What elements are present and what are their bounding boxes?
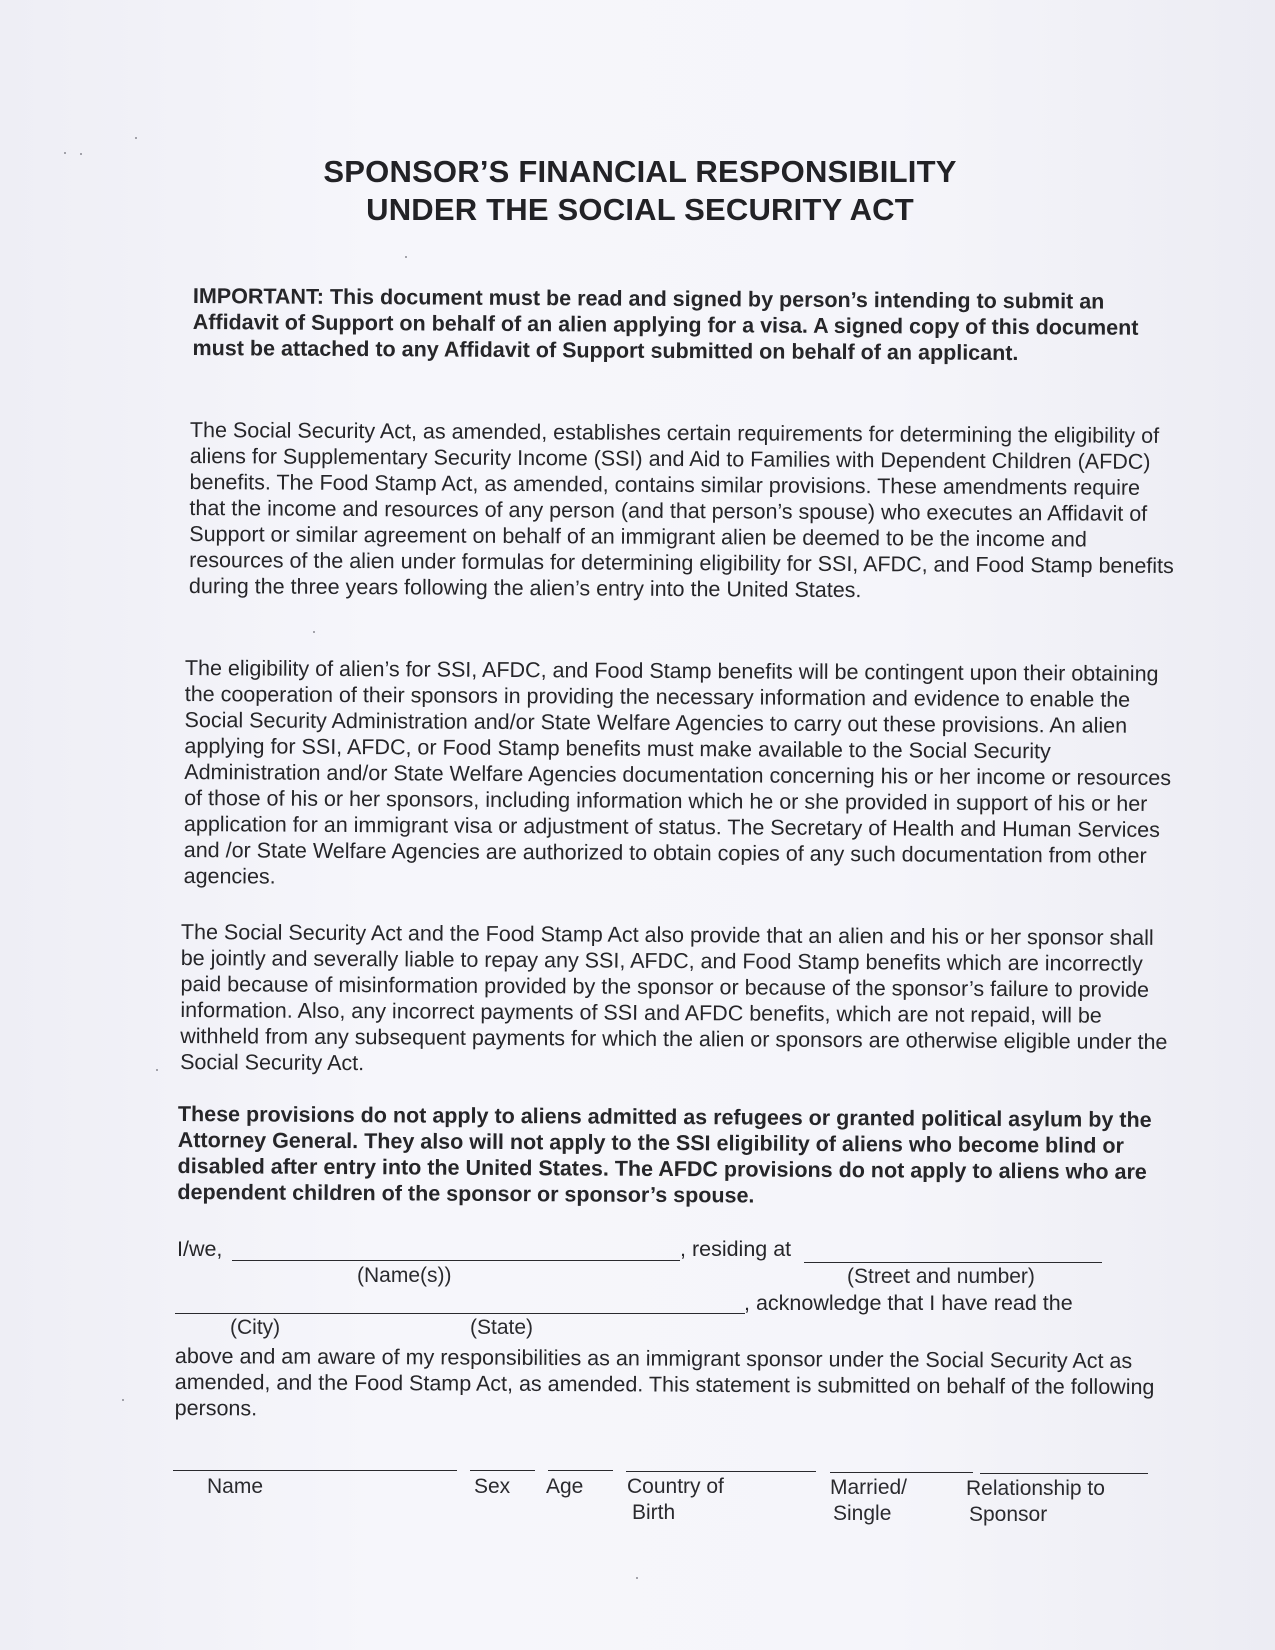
column-relationship-label-line-2: Sponsor [969, 1503, 1048, 1526]
residing-label: , residing at [680, 1237, 792, 1261]
document-title-line-1: SPONSOR’S FINANCIAL RESPONSIBILITY [323, 154, 957, 189]
name-field[interactable] [232, 1260, 680, 1261]
scan-speck [313, 631, 315, 633]
city-state-field[interactable] [175, 1313, 745, 1314]
street-field[interactable] [804, 1262, 1102, 1263]
column-relationship-label [966, 1476, 1105, 1528]
person-name-field[interactable] [173, 1470, 457, 1471]
scan-speck [64, 152, 66, 154]
document-title-line-2: UNDER THE SOCIAL SECURITY ACT [366, 192, 914, 227]
column-country-label-line-2: Birth [632, 1501, 676, 1524]
scan-speck [156, 1069, 158, 1071]
column-marital-label [830, 1475, 907, 1527]
sponsor-statement: above and am aware of my responsibilities as an immigrant sponsor under the Social Security Act as amended, and the Food Stamp Act, as amended. This statement is submitted on behalf of the following persons. [174, 1344, 1155, 1421]
column-name-label: Name [207, 1475, 264, 1498]
column-age-label: Age [546, 1475, 584, 1498]
scan-speck [135, 137, 137, 139]
state-caption: (State) [470, 1316, 534, 1339]
person-marital-field[interactable] [830, 1472, 973, 1473]
column-marital-label-line-1: Married/ [830, 1476, 908, 1499]
scan-speck [405, 256, 407, 258]
column-sex-label: Sex [474, 1475, 511, 1498]
scan-speck [122, 1399, 124, 1401]
provisions-exception-note: These provisions do not apply to aliens admitted as refugees or granted political asylum by the Attorney General. They also will not apply to the SSI eligibility of aliens who become blind or disabled after entry into the United States. The AFDC provisions do not apply to aliens who are dependent children of the sponsor or sponsor’s spouse. [177, 1102, 1152, 1208]
iwe-label: I/we, [177, 1237, 223, 1261]
paragraph-joint-liability: The Social Security Act and the Food Stamp Act also provide that an alien and his or her sponsor shall be jointly and severally liable to repay any SSI, AFDC, and Food Stamp benefits which are incorrectly paid because of misinformation provided by the sponsor or because of the sponsor’s failure to provide information. Also, any incorrect payments of SSI and AFDC benefits, which are not repaid, will be withheld from any subsequent payments for which the alien or sponsors are otherwise eligible under the Social Security Act. [180, 920, 1168, 1076]
person-sex-field[interactable] [470, 1470, 535, 1471]
column-country-label [627, 1474, 724, 1526]
acknowledge-label: , acknowledge that I have read the [744, 1291, 1073, 1315]
name-caption: (Name(s)) [357, 1264, 452, 1287]
scan-speck [80, 153, 82, 155]
column-relationship-label-line-1: Relationship to [966, 1477, 1105, 1500]
person-country-field[interactable] [626, 1471, 816, 1472]
person-relationship-field[interactable] [980, 1473, 1148, 1474]
column-country-label-line-1: Country of [627, 1475, 724, 1498]
column-marital-label-line-2: Single [833, 1502, 892, 1525]
paragraph-eligibility-requirements: The Social Security Act, as amended, establishes certain requirements for determining the eligibility of aliens for Supplementary Security Income (SSI) and Aid to Families with Dependent Children (AFDC) benefits. The Food Stamp Act, as amended, contains similar provisions. These amendments require that the income and resources of any person (and that person’s spouse) who executes an Affidavit of Support or similar agreement on behalf of an immigrant alien be deemed to be the income and resources of the alien under formulas for determining eligibility for SSI, AFDC, and Food Stamp benefits during the three years following the alien’s entry into the United States. [188, 417, 1174, 603]
scan-speck [636, 1577, 638, 1579]
person-age-field[interactable] [548, 1470, 613, 1471]
city-caption: (City) [230, 1316, 281, 1339]
paragraph-sponsor-cooperation: The eligibility of alien’s for SSI, AFDC, and Food Stamp benefits will be contingent upon their obtaining the cooperation of their sponsors in providing the necessary information and evidence to enable the Social Security Administration and/or State Welfare Agencies to carry out these provisions. An alien applying for SSI, AFDC, or Food Stamp benefits must make available to the Social Security Administration and/or State Welfare Agencies documentation concerning his or her income or resources of those of his or her sponsors, including information which he or she provided in support of his or her application for an immigrant visa or adjustment of status. The Secretary of Health and Human Services and /or State Welfare Agencies are authorized to obtain copies of any such documentation from other agencies. [183, 656, 1172, 889]
important-notice: IMPORTANT: This document must be read and signed by person’s intending to submit an Affidavit of Support on behalf of an alien applying for a visa. A signed copy of this document must be attached to any Affidavit of Support submitted on behalf of an applicant. [192, 283, 1139, 366]
street-caption: (Street and number) [847, 1265, 1035, 1288]
